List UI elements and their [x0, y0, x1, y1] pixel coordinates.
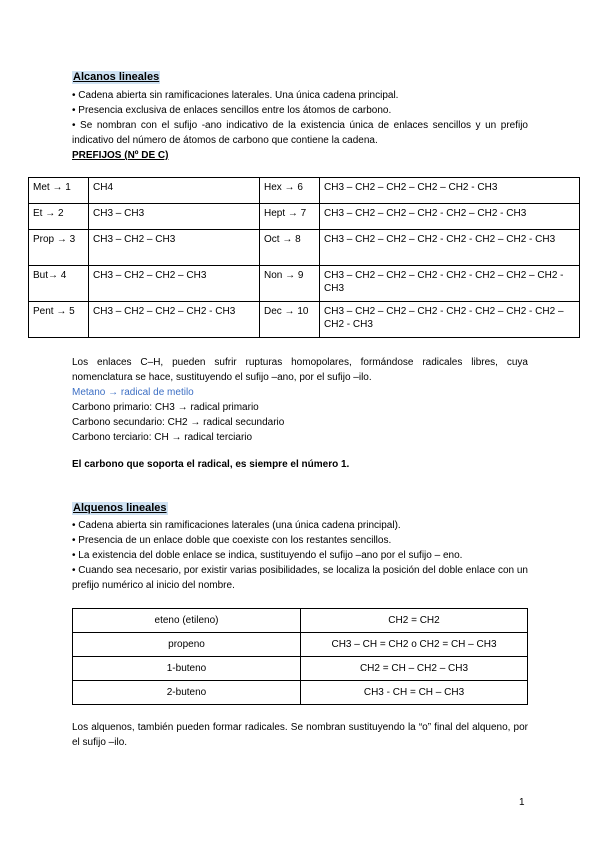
alquenos-title: Alquenos lineales	[73, 502, 167, 514]
radicals-intro: Los enlaces C–H, pueden sufrir rupturas homopolares, formándose radicales libres, cuya nomenclatura se hace, sustituyendo el sufijo –ano, por el sufijo –ilo.	[72, 357, 528, 383]
formula-cell: CH4	[89, 178, 260, 204]
prefix-cell: Prop → 3	[29, 230, 89, 266]
alkene-formula: CH2 = CH2	[301, 609, 528, 633]
alquenos-radicals-note: Los alquenos, también pueden formar radicales. Se nombran sustituyendo la “o” final del alqueno, por el sufijo –ilo.	[72, 722, 528, 748]
prefix-cell: Oct → 8	[260, 230, 320, 266]
table-row	[73, 633, 528, 657]
formula-cell: CH3 – CH2 – CH2 – CH3	[89, 266, 260, 302]
formula-cell: CH3 – CH2 – CH2 – CH2 - CH2 - CH2 – CH2 - CH3	[320, 230, 580, 266]
prefix-cell: But→ 4	[29, 266, 89, 302]
prefixes-table	[28, 177, 580, 338]
alkene-name: eteno (etileno)	[73, 609, 301, 633]
formula-cell: CH3 – CH2 – CH3	[89, 230, 260, 266]
table-row	[29, 178, 580, 204]
formula-cell: CH3 – CH2 – CH2 – CH2 - CH2 - CH2 – CH2 - CH2 – CH2 - CH3	[320, 302, 580, 338]
prefix-cell: Met → 1	[29, 178, 89, 204]
alkene-name: 1-buteno	[73, 657, 301, 681]
formula-cell: CH3 – CH2 – CH2 – CH2 - CH2 – CH2 - CH3	[320, 204, 580, 230]
prefix-cell: Et → 2	[29, 204, 89, 230]
table-row	[29, 302, 580, 338]
carbon-line: Carbono terciario: CH → radical terciario	[72, 432, 253, 443]
alcanos-bullet: • Se nombran con el sufijo -ano indicativo de la existencia única de enlaces sencillos y un prefijo indicativo del número de átomos de carbono que contiene la cadena.	[72, 120, 528, 146]
alquenos-bullet: • Cadena abierta sin ramificaciones laterales (una única cadena principal).	[72, 520, 401, 531]
alkene-formula: CH2 = CH – CH2 – CH3	[301, 657, 528, 681]
table-row	[29, 230, 580, 266]
table-row	[73, 609, 528, 633]
alquenos-bullet: • La existencia del doble enlace se indica, sustituyendo el sufijo –ano por el sufijo – eno.	[72, 550, 463, 561]
alkene-name: 2-buteno	[73, 681, 301, 705]
alkene-formula: CH3 - CH = CH – CH3	[301, 681, 528, 705]
carbon-line: Carbono secundario: CH2 → radical secundario	[72, 417, 285, 428]
alkene-formula: CH3 – CH = CH2 o CH2 = CH – CH3	[301, 633, 528, 657]
page-number: 1	[519, 797, 525, 808]
table-row	[29, 266, 580, 302]
carbon-list	[72, 400, 528, 445]
prefix-cell: Pent → 5	[29, 302, 89, 338]
table-row	[29, 204, 580, 230]
alquenos-bullet: • Cuando sea necesario, por existir varias posibilidades, se localiza la posición del doble enlace con un prefijo numérico al inicio del nombre.	[72, 565, 528, 591]
prefix-cell: Hex → 6	[260, 178, 320, 204]
alcanos-bullet: • Presencia exclusiva de enlaces sencillos entre los átomos de carbono.	[72, 105, 392, 116]
metano-line: Metano → radical de metilo	[72, 387, 194, 398]
formula-cell: CH3 – CH2 – CH2 – CH2 - CH2 - CH2 – CH2 – CH2 - CH3	[320, 266, 580, 302]
prefix-cell: Hept → 7	[260, 204, 320, 230]
alcanos-bullets	[72, 88, 528, 148]
radical-rule: El carbono que soporta el radical, es siempre el número 1.	[72, 459, 350, 470]
formula-cell: CH3 – CH2 – CH2 – CH2 – CH2 - CH3	[320, 178, 580, 204]
alcanos-title: Alcanos lineales	[73, 71, 160, 83]
alkene-name: propeno	[73, 633, 301, 657]
alkenes-table	[72, 608, 528, 705]
alquenos-bullet: • Presencia de un enlace doble que coexiste con los restantes sencillos.	[72, 535, 392, 546]
table-row	[73, 657, 528, 681]
prefix-cell: Dec → 10	[260, 302, 320, 338]
carbon-line: Carbono primario: CH3 → radical primario	[72, 402, 259, 413]
formula-cell: CH3 – CH3	[89, 204, 260, 230]
table-row	[73, 681, 528, 705]
formula-cell: CH3 – CH2 – CH2 – CH2 - CH3	[89, 302, 260, 338]
prefix-cell: Non → 9	[260, 266, 320, 302]
alquenos-bullets	[72, 518, 528, 593]
alcanos-bullet: • Cadena abierta sin ramificaciones laterales. Una única cadena principal.	[72, 90, 399, 101]
prefixes-heading: PREFIJOS (Nº DE C)	[72, 150, 169, 161]
